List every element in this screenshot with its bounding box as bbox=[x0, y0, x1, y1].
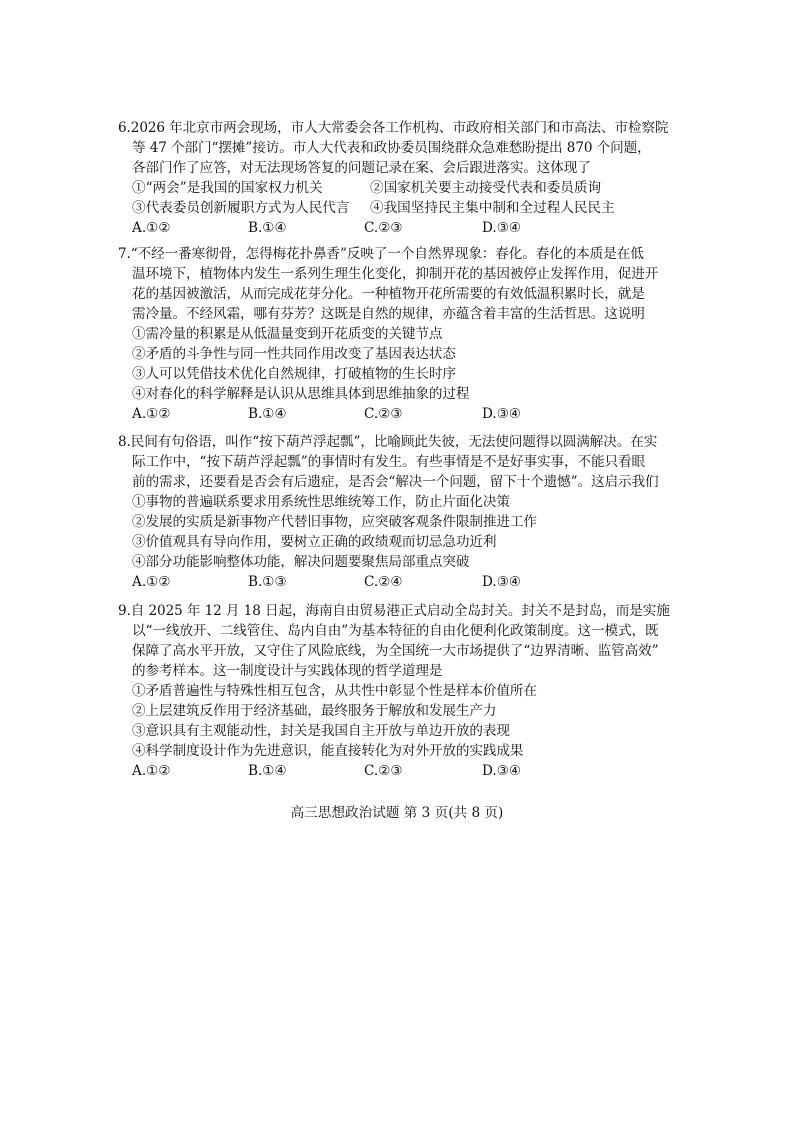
answer-options bbox=[132, 218, 602, 238]
option-a[interactable]: A.①② bbox=[132, 763, 171, 779]
option-c[interactable]: C.②③ bbox=[364, 406, 403, 422]
option-a[interactable]: A.①② bbox=[132, 574, 171, 590]
question-stem-line: 需冷量。不经风霜，哪有芬芳？这既是自然的规律，亦蕴含着丰富的生活哲思。这说明 bbox=[132, 306, 645, 322]
statement-item: ②发展的实质是新事物产代替旧事物，应突破客观条件限制推进工作 bbox=[132, 514, 537, 530]
page-footer: 高三思想政治试题 第 3 页(共 8 页) bbox=[290, 805, 504, 821]
question-stem-line: 以“一线放开、二线管住、岛内自由”为基本特征的自由化便利化政策制度。这一模式，既 bbox=[132, 623, 659, 639]
question-stem-line: 8.民间有句俗语，叫作“按下葫芦浮起瓢”，比喻顾此失彼，无法使问题得以圆满解决。在实 bbox=[118, 434, 658, 450]
statement-item: ④部分功能影响整体功能，解决问题要聚焦局部重点突破 bbox=[132, 554, 470, 570]
answer-options bbox=[132, 761, 602, 781]
statement-item: ①矛盾普遍性与特殊性相互包含，从共性中彰显个性是样本价值所在 bbox=[132, 683, 537, 699]
question-stem-line: 等 47 个部门“摆摊”接访。市人大代表和政协委员围绕群众急难愁盼提出 870 个问题， bbox=[132, 140, 651, 156]
question-stem-line: 6.2026 年北京市两会现场，市人大常委会各工作机构、市政府相关部门和市高法、市检察院 bbox=[118, 120, 669, 136]
question-7 bbox=[118, 244, 659, 424]
question-6 bbox=[118, 118, 669, 238]
question-stem-line: 温环境下，植物体内发生一系列生理生化变化，抑制开花的基因被停止发挥作用，促进开 bbox=[132, 266, 659, 282]
statement-item: ②矛盾的斗争性与同一性共同作用改变了基因表达状态 bbox=[132, 346, 456, 362]
answer-options bbox=[132, 572, 602, 592]
answer-options bbox=[132, 404, 602, 424]
option-d[interactable]: D.③④ bbox=[482, 406, 522, 422]
statement-row bbox=[132, 198, 615, 218]
question-stem-line: 前的需求，还要看是否会有后遗症，是否会“解决一个问题，留下十个遗憾”。这启示我们 bbox=[132, 474, 659, 490]
option-b[interactable]: B.①④ bbox=[248, 406, 287, 422]
option-b[interactable]: B.①③ bbox=[248, 574, 287, 590]
statement-item: ③人可以凭借技术优化自然规律，打破植物的生长时序 bbox=[132, 366, 456, 382]
option-b[interactable]: B.①④ bbox=[248, 220, 287, 236]
statement-item: ④我国坚持民主集中制和全过程人民民主 bbox=[370, 200, 615, 216]
statement-item: ④对春化的科学解释是认识从思维具体到思维抽象的过程 bbox=[132, 386, 470, 402]
option-c[interactable]: C.②④ bbox=[364, 574, 403, 590]
statement-row bbox=[132, 178, 602, 198]
option-a[interactable]: A.①② bbox=[132, 406, 171, 422]
option-b[interactable]: B.①④ bbox=[248, 763, 287, 779]
statement-item: ①事物的普遍联系要求用系统性思维统筹工作，防止片面化决策 bbox=[132, 494, 510, 510]
statement-item: ③价值观具有导向作用，要树立正确的政绩观而切忌急功近利 bbox=[132, 534, 497, 550]
question-8 bbox=[118, 432, 659, 592]
option-d[interactable]: D.③④ bbox=[482, 220, 522, 236]
statement-item: ①需冷量的积累是从低温量变到开花质变的关键节点 bbox=[132, 326, 443, 342]
question-9 bbox=[118, 601, 670, 781]
option-d[interactable]: D.③④ bbox=[482, 574, 522, 590]
option-d[interactable]: D.③④ bbox=[482, 763, 522, 779]
question-stem-line: 7.“不经一番寒彻骨，怎得梅花扑鼻香”反映了一个自然界现象：春化。春化的本质是在低 bbox=[118, 246, 644, 262]
option-c[interactable]: C.②③ bbox=[364, 763, 403, 779]
question-stem-line: 9.自 2025 年 12 月 18 日起，海南自由贸易港正式启动全岛封关。封关不是封岛，而是实施 bbox=[118, 603, 670, 619]
statement-item: ③代表委员创新履职方式为人民代言 bbox=[132, 200, 350, 216]
option-a[interactable]: A.①② bbox=[132, 220, 171, 236]
question-stem-line: 际工作中，“按下葫芦浮起瓢”的事情时有发生。有些事情是不是好事实事，不能只看眼 bbox=[132, 454, 645, 470]
question-stem-line: 保障了高水平开放，又守住了风险底线，为全国统一大市场提供了“边界清晰、监管高效” bbox=[132, 643, 659, 659]
question-stem-line: 花的基因被激活，从而完成花芽分化。一种植物开花所需要的有效低温积累时长，就是 bbox=[132, 286, 645, 302]
statement-item: ③意识具有主观能动性，封关是我国自主开放与单边开放的表现 bbox=[132, 723, 510, 739]
statement-item: ②国家机关要主动接受代表和委员质询 bbox=[370, 180, 602, 196]
option-c[interactable]: C.②③ bbox=[364, 220, 403, 236]
statement-item: ②上层建筑反作用于经济基础，最终服务于解放和发展生产力 bbox=[132, 703, 497, 719]
statement-item: ①“两会”是我国的国家权力机关 bbox=[132, 180, 323, 196]
statement-item: ④科学制度设计作为先进意识，能直接转化为对外开放的实践成果 bbox=[132, 743, 524, 759]
question-stem-line: 各部门作了应答，对无法现场答复的问题记录在案、会后跟进落实。这体现了 bbox=[132, 160, 591, 176]
question-stem-line: 的参考样本。这一制度设计与实践体现的哲学道理是 bbox=[132, 663, 443, 679]
